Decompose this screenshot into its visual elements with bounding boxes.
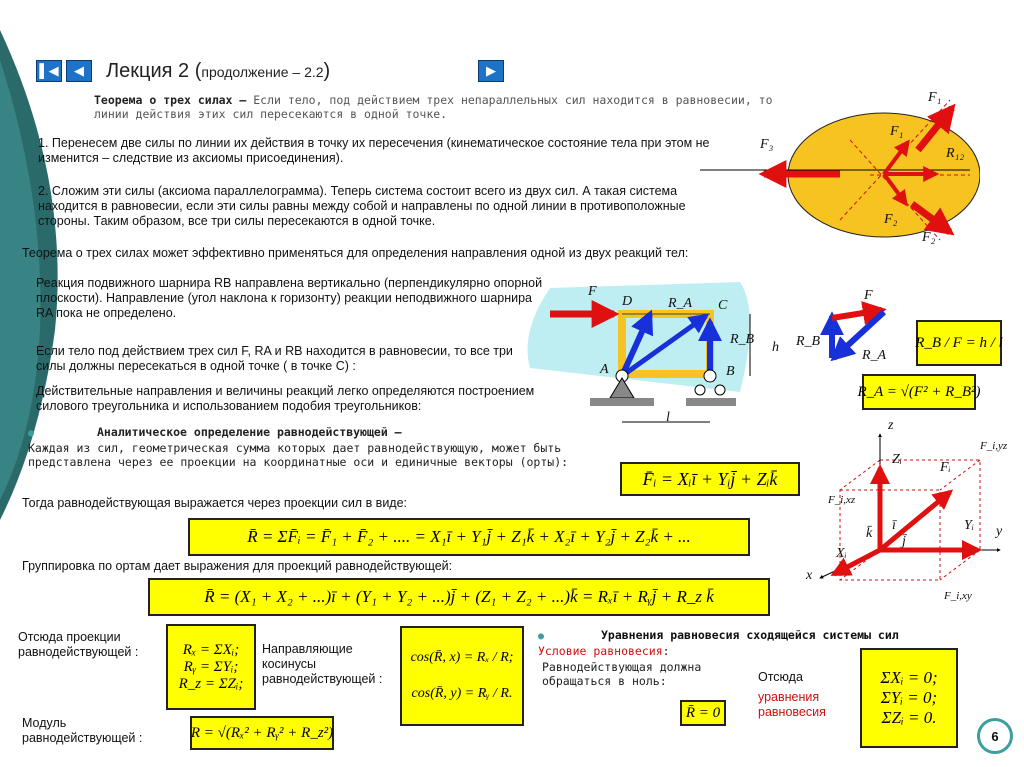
projections-formula <box>166 624 256 710</box>
eq-y: ΣYᵢ = 0; <box>880 688 938 707</box>
r-zero-formula: R̄ = 0 <box>680 700 726 726</box>
bullet-icon-2: ● <box>538 631 545 642</box>
label-Yi: Yᵢ <box>964 518 975 533</box>
label-y: y <box>996 524 1003 539</box>
equations-label: уравнения равновесия <box>758 690 826 719</box>
next-slide-button[interactable]: ▶ <box>478 60 504 82</box>
label-RA-triangle: R_A <box>862 348 887 363</box>
eq-x: ΣXᵢ = 0; <box>880 668 938 687</box>
rz-formula: R_z = ΣZᵢ; <box>178 675 244 692</box>
label-F1b: F₁ <box>890 124 904 139</box>
equilibrium-condition: Условие равновесия <box>538 644 663 658</box>
label-R12: R₁₂ <box>946 146 965 161</box>
page-title <box>106 60 330 83</box>
label-RB: R_B <box>730 332 755 347</box>
label-B: B <box>726 364 735 379</box>
label-F3: F₃ <box>760 137 774 152</box>
fi-formula: F̄ᵢ = Xᵢī + Yᵢj̄ + Zᵢk̄ <box>620 462 800 496</box>
equilibrium-title: Уравнения равновесия сходящейся системы сил <box>600 628 899 642</box>
label-j: j̄ <box>902 534 906 549</box>
label-F1: F₁ <box>928 90 942 105</box>
equilibrium-equations <box>860 648 958 748</box>
r-group-formula: R̄ = (X₁ + X₂ + ...)ī + (Y₁ + Y₂ + ...)j̄ + (Z₁ + Z₂ + ...)k̄ = Rₓī + Rᵧj̄ + R_z k̄ <box>148 578 770 616</box>
first-slide-button[interactable]: ▌◀ <box>36 60 62 82</box>
paragraph-4: Реакция подвижного шарнира RB направлена вертикально (перпендикулярно опорной плоскости). Направление (угол наклона к горизонту) реакции неподвижного шарнира RA пока не определено. <box>36 276 543 320</box>
label-Fixy: F_i,xy <box>944 590 972 602</box>
rx-formula: Rₓ = ΣXᵢ; <box>182 641 240 658</box>
cos-y-formula: cos(R̄, y) = Rᵧ / R. <box>411 686 513 701</box>
paragraph-2: 2. Сложим эти силы (аксиома параллелограмма). Теперь система состоит всего из двух сил. А такая система находится в равновесии, если эти силы равны между собой и направлены по одной линии в противоположные стороны. Таким образом, все три силы пересекаются в одной точке. <box>38 184 686 228</box>
label-F-triangle: F <box>864 288 873 303</box>
label-C: C <box>718 298 728 313</box>
label-z: z <box>888 418 894 433</box>
ra-formula: R_A = √(F² + R_B²) <box>862 374 976 410</box>
ratio-formula: R_B / F = h / l <box>916 320 1002 366</box>
equilibrium-text: Равнодействующая должна обращаться в ноль: <box>542 660 702 688</box>
label-l: l <box>666 410 670 425</box>
label-Fiyz: F_i,yz <box>980 440 1008 452</box>
label-Fixz: F_i,xz <box>828 494 856 506</box>
label-x: x <box>806 568 813 583</box>
page-number: 6 <box>977 718 1013 754</box>
cosines-label: Направляющие косинусы равнодействующей : <box>262 642 383 686</box>
label-D: D <box>622 294 633 309</box>
label-k: k̄ <box>866 526 873 541</box>
theorem-text: Если тело, под действием трех непараллельных сил находится в равновесии, то линии действия этих сил пересекаются в одной точке. <box>94 93 773 121</box>
label-Xi: Xᵢ <box>836 546 847 561</box>
cos-x-formula: cos(R̄, x) = Rₓ / R; <box>410 650 514 665</box>
from-label: Отсюда <box>758 670 803 684</box>
label-Zi: Zᵢ <box>892 452 903 467</box>
label-F: F <box>588 284 597 299</box>
paragraph-7: Тогда равнодействующая выражается через проекции сил в виде: <box>22 496 408 510</box>
analytic-title: Аналитическое определение равнодействующей – <box>96 425 402 439</box>
label-F2: F₂ <box>884 212 898 227</box>
paragraph-8: Группировка по ортам дает выражения для проекций равнодействующей: <box>22 559 453 573</box>
label-A: A <box>600 362 609 377</box>
label-h: h <box>772 340 779 355</box>
force-triangle <box>812 300 892 380</box>
label-i: ī <box>892 518 896 533</box>
eq-z: ΣZᵢ = 0. <box>881 708 937 727</box>
projections-label: Отсюда проекции равнодействующей : <box>18 630 139 659</box>
frame-diagram <box>510 272 810 442</box>
paragraph-6: Действительные направления и величины реакций легко определяются построением силового треугольника и использованием подобия треугольников: <box>36 384 535 413</box>
modulus-label: Модуль равнодействующей : <box>22 716 143 745</box>
label-F2b: F₂ <box>922 230 936 245</box>
cosines-formula <box>400 626 524 726</box>
r-sum-formula: R̄ = ΣF̄ᵢ = F̄₁ + F̄₂ + .... = X₁ī + Y₁j̄ + Z₁k̄ + X₂ī + Y₂j̄ + Z₂k̄ + ... <box>188 518 750 556</box>
title-close: ) <box>323 60 331 82</box>
paragraph-3: Теорема о трех силах может эффективно применяться для определения направления одной из двух реакций тел: <box>22 246 689 260</box>
equilibrium-colon: : <box>662 644 670 658</box>
title-sub: продолжение – 2.2 <box>201 64 324 80</box>
modulus-formula: R = √(Rₓ² + Rᵧ² + R_z²) <box>190 716 334 750</box>
ry-formula: Rᵧ = ΣYᵢ; <box>183 658 239 675</box>
prev-slide-button[interactable]: ◀ <box>66 60 92 82</box>
label-RA: R_A <box>668 296 693 311</box>
label-Fi: Fᵢ <box>940 460 951 475</box>
label-RB-triangle: R_B <box>796 334 821 349</box>
bullet-icon: ● <box>28 428 35 439</box>
paragraph-1: 1. Перенесем две силы по линии их действия в точку их пересечения (кинематическое состояние тела при этом не изменится – следствие из аксиомы присоединения). <box>38 136 710 165</box>
paragraph-5: Если тело под действием трех сил F, RA и RB находится в равновесии, то все три силы должны пересекаться в одной точке ( в точке С) : <box>36 344 513 373</box>
title-main: Лекция 2 ( <box>106 60 202 82</box>
theorem-title: Теорема о трех силах – <box>94 93 247 107</box>
hinge-b <box>704 370 716 382</box>
analytic-text: Каждая из сил, геометрическая сумма которых дает равнодействующую, может быть представлена через ее проекции на координатные оси и единичные векторы (орты): <box>28 441 569 469</box>
